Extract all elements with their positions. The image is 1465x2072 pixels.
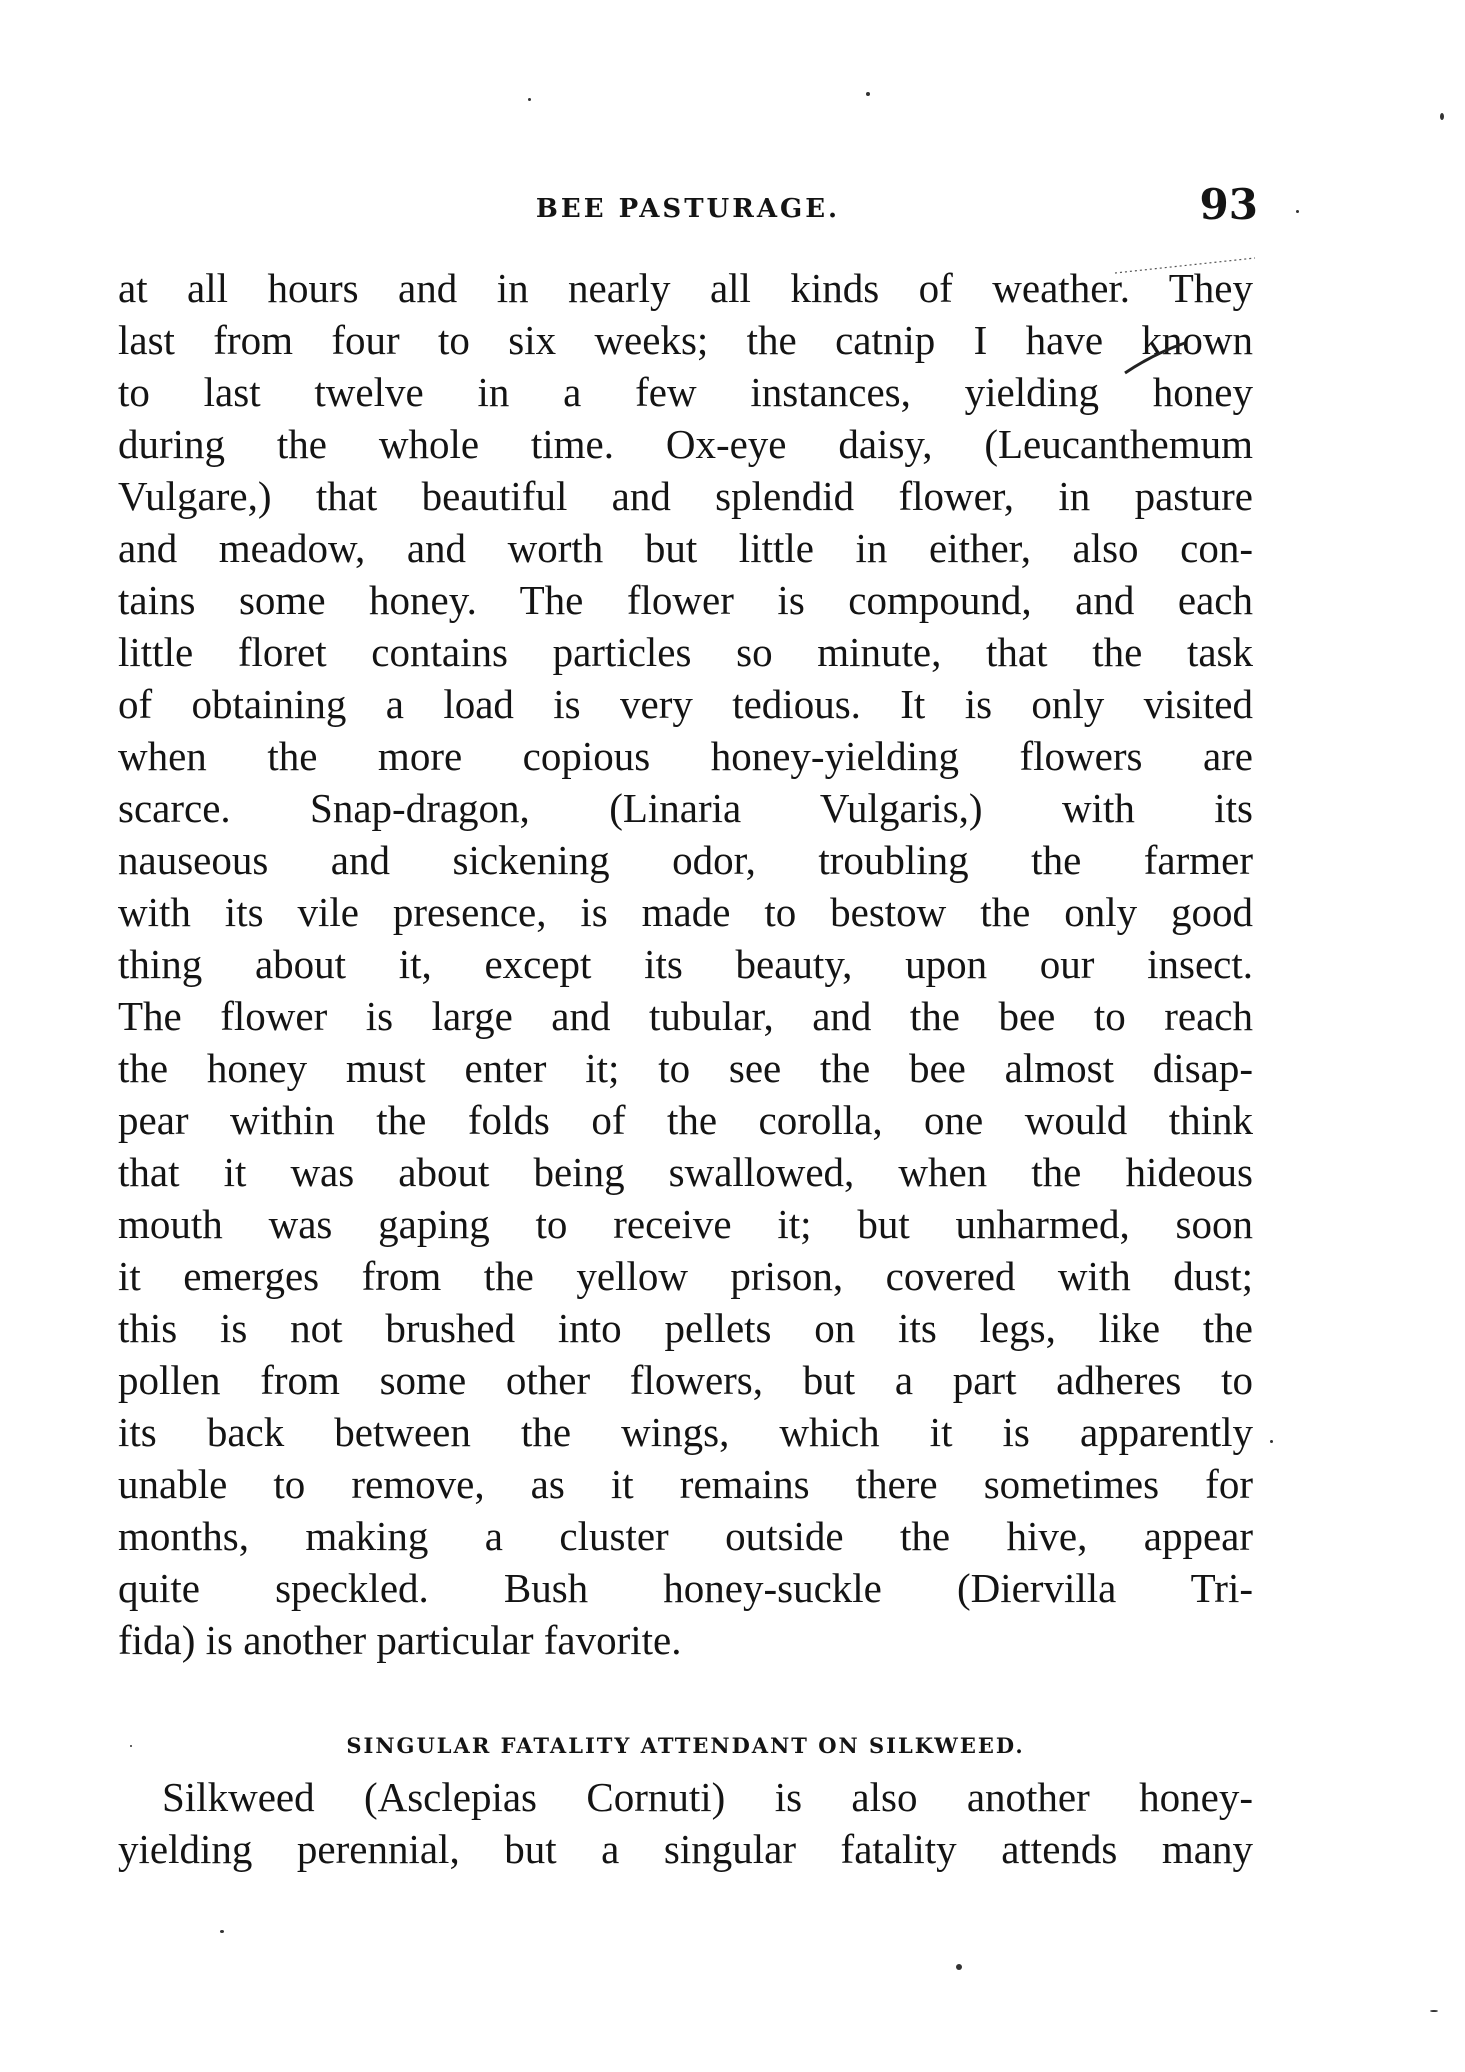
text-line: that it was about being swallowed, when the hideous bbox=[118, 1149, 1253, 1195]
text-line: scarce. Snap-dragon, (Linaria Vulgaris,) with its bbox=[118, 785, 1253, 831]
text-line: of obtaining a load is very tedious. It is only visited bbox=[118, 681, 1253, 727]
text-line: when the more copious honey-yielding flowers are bbox=[118, 733, 1253, 779]
text-line: to last twelve in a few instances, yielding honey bbox=[118, 369, 1253, 415]
text-line: months, making a cluster outside the hive, appear bbox=[118, 1513, 1253, 1559]
text-line: unable to remove, as it remains there sometimes for bbox=[118, 1461, 1253, 1507]
text-line: nauseous and sickening odor, troubling the farmer bbox=[118, 837, 1253, 883]
speck bbox=[956, 1964, 962, 1970]
text-line: it emerges from the yellow prison, covered with dust; bbox=[118, 1253, 1253, 1299]
text-line: and meadow, and worth but little in either, also con- bbox=[118, 525, 1253, 571]
section-body-text bbox=[118, 1771, 1253, 1875]
speck bbox=[1440, 113, 1444, 120]
speck bbox=[528, 98, 531, 101]
body-text bbox=[118, 262, 1253, 1666]
text-line: last from four to six weeks; the catnip I have known bbox=[118, 317, 1253, 363]
page-number: 93 bbox=[1199, 180, 1258, 229]
text-line: during the whole time. Ox-eye daisy, (Leucanthemum bbox=[118, 421, 1253, 467]
text-line: mouth was gaping to receive it; but unharmed, soon bbox=[118, 1201, 1253, 1247]
text-line: the honey must enter it; to see the bee almost disap- bbox=[118, 1045, 1253, 1091]
text-line: fida) is another particular favorite. bbox=[118, 1617, 682, 1663]
text-line: Vulgare,) that beautiful and splendid flower, in pasture bbox=[118, 473, 1253, 519]
pen-stroke-mark bbox=[1115, 273, 1275, 443]
text-line: with its vile presence, is made to bestow the only good bbox=[118, 889, 1253, 935]
text-line: tains some honey. The flower is compound, and each bbox=[118, 577, 1253, 623]
speck bbox=[1296, 210, 1299, 213]
speck bbox=[1270, 1440, 1273, 1443]
text-line: quite speckled. Bush honey-suckle (Diervilla Tri- bbox=[118, 1565, 1253, 1611]
text-line: The flower is large and tubular, and the bee to reach bbox=[118, 993, 1253, 1039]
text-line: Silkweed (Asclepias Cornuti) is also another honey- bbox=[162, 1774, 1253, 1820]
text-line: little floret contains particles so minute, that the task bbox=[118, 629, 1253, 675]
text-line: its back between the wings, which it is apparently bbox=[118, 1409, 1253, 1455]
speck bbox=[866, 92, 870, 96]
running-title: BEE PASTURAGE. bbox=[535, 194, 841, 224]
section-heading: SINGULAR FATALITY ATTENDANT ON SILKWEED. bbox=[346, 1733, 1025, 1758]
speck bbox=[1430, 2010, 1438, 2012]
text-line: yielding perennial, but a singular fatality attends many bbox=[118, 1826, 1253, 1872]
text-line: pollen from some other flowers, but a part adheres to bbox=[118, 1357, 1253, 1403]
text-line: this is not brushed into pellets on its legs, like the bbox=[118, 1305, 1253, 1351]
speck bbox=[220, 1930, 224, 1933]
text-line: thing about it, except its beauty, upon our insect. bbox=[118, 941, 1253, 987]
text-line: at all hours and in nearly all kinds of weather. They bbox=[118, 265, 1253, 311]
text-line: pear within the folds of the corolla, one would think bbox=[118, 1097, 1253, 1143]
speck bbox=[130, 1745, 132, 1747]
running-head bbox=[118, 180, 1258, 240]
